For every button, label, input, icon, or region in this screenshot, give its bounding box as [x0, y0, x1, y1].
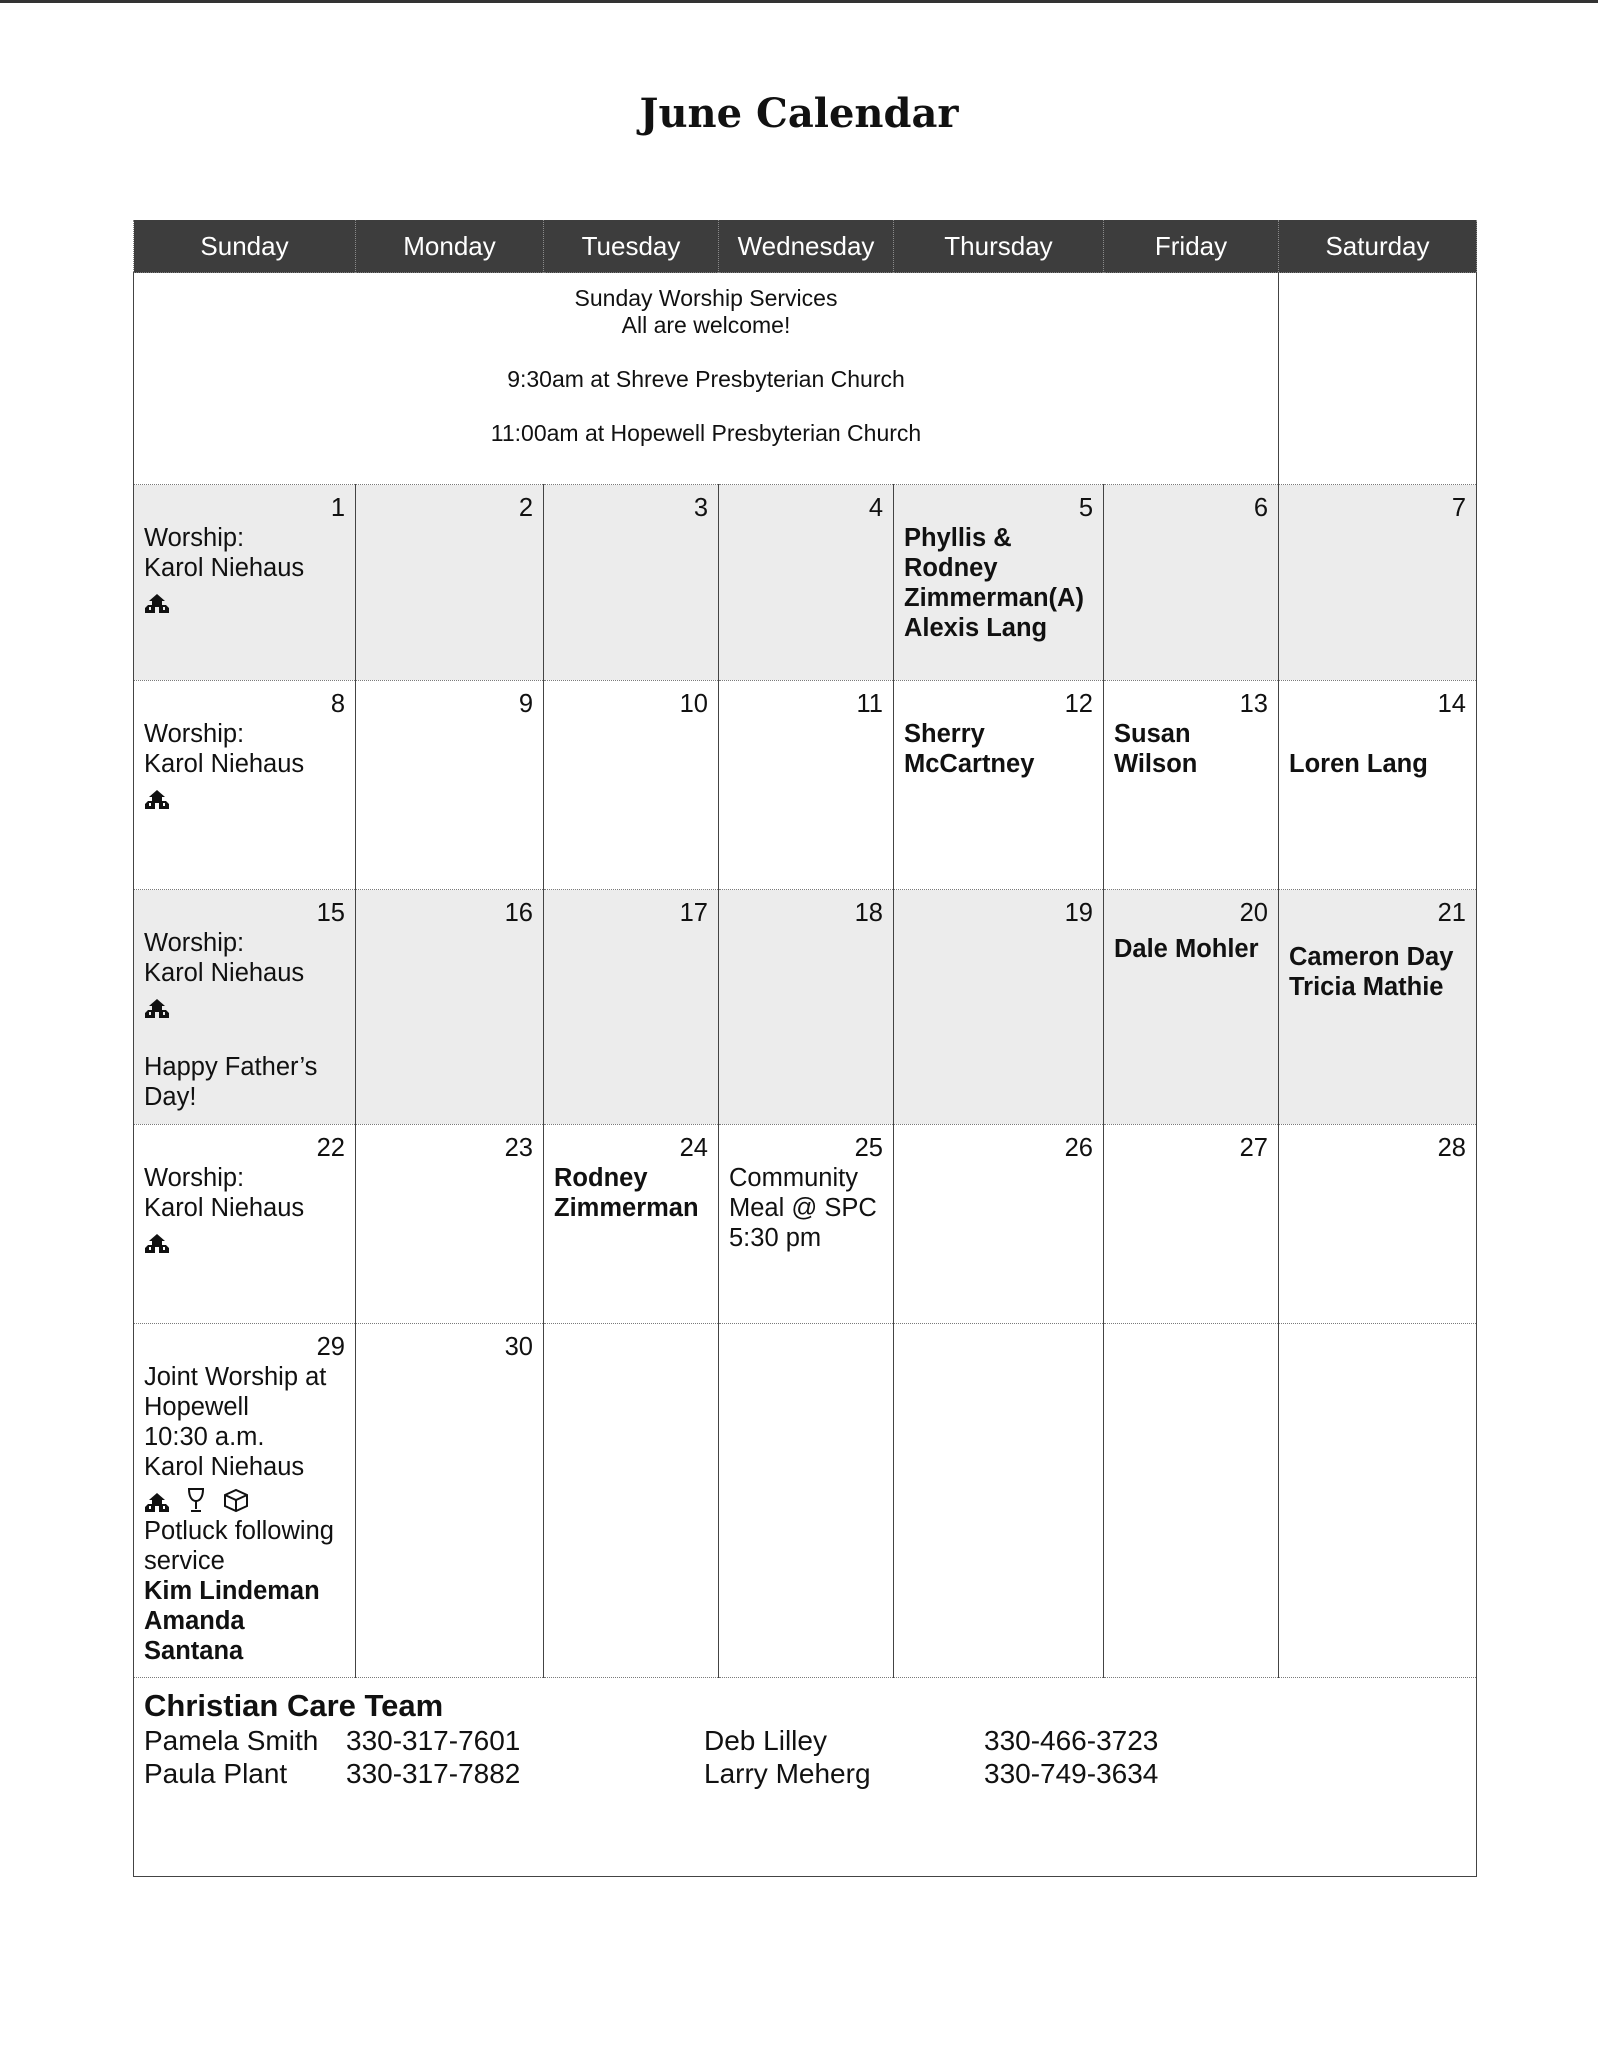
event-text: Community	[729, 1164, 858, 1192]
day-number: 8	[330, 690, 345, 718]
celebrant-name: Santana	[144, 1637, 244, 1665]
worship-label: Worship:	[144, 1164, 245, 1192]
church-icon	[144, 588, 170, 614]
day-number: 7	[1451, 494, 1466, 522]
day-cell-2	[356, 485, 544, 681]
day-number: 10	[679, 690, 708, 718]
celebrant-name: Susan	[1114, 720, 1191, 748]
day-cell-12	[894, 681, 1104, 890]
weekday-thursday: Thursday	[894, 220, 1104, 273]
celebrant-name: Phyllis &	[904, 524, 1012, 552]
worship-leader: Karol Niehaus	[144, 750, 305, 778]
day-number: 19	[1064, 899, 1093, 927]
celebrant-name: Dale Mohler	[1114, 935, 1259, 963]
day-number: 18	[854, 899, 883, 927]
day-cell-11	[719, 681, 894, 890]
celebrant-name: Loren Lang	[1289, 750, 1428, 778]
weekday-sunday: Sunday	[134, 220, 356, 273]
event-text: Potluck following	[144, 1517, 334, 1545]
calendar-table	[133, 220, 1477, 1877]
day-cell-19	[894, 890, 1104, 1125]
day-number: 15	[316, 899, 345, 927]
day-number: 25	[854, 1134, 883, 1162]
day-cell-3	[544, 485, 719, 681]
empty-cell	[544, 1324, 719, 1678]
worship-leader: Karol Niehaus	[144, 959, 305, 987]
day-number: 14	[1437, 690, 1466, 718]
celebrant-name: McCartney	[904, 750, 1035, 778]
week-row	[134, 890, 1477, 1125]
day-number: 24	[679, 1134, 708, 1162]
empty-cell	[1279, 1324, 1477, 1678]
care-member-phone: 330-317-7882	[346, 1758, 521, 1789]
day-number: 16	[504, 899, 533, 927]
celebrant-name: Tricia Mathie	[1289, 973, 1444, 1001]
day-cell-14	[1279, 681, 1477, 890]
empty-cell	[1279, 273, 1477, 485]
notice-line: Sunday Worship Services	[574, 285, 838, 311]
day-number: 30	[504, 1333, 533, 1361]
event-text: service	[144, 1547, 225, 1575]
church-icon	[144, 993, 170, 1019]
day-number: 2	[518, 494, 533, 522]
day-cell-28	[1279, 1125, 1477, 1324]
day-cell-16	[356, 890, 544, 1125]
day-number: 5	[1078, 494, 1093, 522]
day-number: 21	[1437, 899, 1466, 927]
church-icon	[144, 1228, 170, 1254]
day-cell-13	[1104, 681, 1279, 890]
day-number: 22	[316, 1134, 345, 1162]
care-member-phone: 330-466-3723	[984, 1725, 1159, 1756]
day-number: 28	[1437, 1134, 1466, 1162]
empty-cell	[894, 1324, 1104, 1678]
care-team-title: Christian Care Team	[144, 1688, 444, 1723]
day-cell-27	[1104, 1125, 1279, 1324]
day-number: 23	[504, 1134, 533, 1162]
celebrant-name: Rodney	[904, 554, 998, 582]
week-row	[134, 485, 1477, 681]
celebrant-name: Sherry	[904, 720, 985, 748]
day-cell-21	[1279, 890, 1477, 1125]
weekday-monday: Monday	[356, 220, 544, 273]
worship-leader: Karol Niehaus	[144, 554, 305, 582]
event-text: 5:30 pm	[729, 1224, 822, 1252]
weekday-header-row	[134, 220, 1477, 273]
day-cell-4	[719, 485, 894, 681]
celebrant-name: Amanda	[144, 1607, 245, 1635]
worship-leader: Karol Niehaus	[144, 1194, 305, 1222]
celebrant-name: Kim Lindeman	[144, 1577, 320, 1605]
celebrant-name: Alexis Lang	[904, 614, 1048, 642]
care-member-name: Deb Lilley	[704, 1725, 827, 1756]
worship-notice	[134, 273, 1279, 485]
day-cell-18	[719, 890, 894, 1125]
care-member-name: Paula Plant	[144, 1758, 288, 1789]
day-cell-30	[356, 1324, 544, 1678]
day-number: 9	[518, 690, 533, 718]
day-cell-20	[1104, 890, 1279, 1125]
week-row	[134, 681, 1477, 890]
weekday-friday: Friday	[1104, 220, 1279, 273]
day-cell-5	[894, 485, 1104, 681]
event-text: Day!	[144, 1083, 197, 1111]
day-cell-26	[894, 1125, 1104, 1324]
church-icon	[144, 784, 170, 810]
day-cell-17	[544, 890, 719, 1125]
page-title: June Calendar	[639, 90, 959, 137]
care-member-name: Larry Meherg	[704, 1758, 871, 1789]
day-number: 3	[693, 494, 708, 522]
weekday-saturday: Saturday	[1279, 220, 1477, 273]
notice-line: 11:00am at Hopewell Presbyterian Church	[490, 420, 922, 446]
page-top-rule	[0, 0, 1598, 3]
day-cell-1	[134, 485, 356, 681]
notice-line: All are welcome!	[621, 312, 791, 338]
day-number: 27	[1239, 1134, 1268, 1162]
week-row	[134, 1324, 1477, 1678]
day-number: 26	[1064, 1134, 1093, 1162]
celebrant-name: Zimmerman(A)	[904, 584, 1084, 612]
celebrant-name: Cameron Day	[1289, 943, 1454, 971]
worship-label: Worship:	[144, 720, 245, 748]
day-number: 13	[1239, 690, 1268, 718]
day-cell-7	[1279, 485, 1477, 681]
day-number: 4	[868, 494, 883, 522]
event-text: Hopewell	[144, 1393, 249, 1421]
day-cell-29	[134, 1324, 356, 1678]
day-number: 29	[316, 1333, 345, 1361]
day-number: 20	[1239, 899, 1268, 927]
communion-cup-icon	[185, 1487, 207, 1513]
care-member-phone: 330-749-3634	[984, 1758, 1159, 1789]
notice-line: 9:30am at Shreve Presbyterian Church	[507, 366, 905, 392]
event-text: Joint Worship at	[144, 1363, 327, 1391]
day-cell-25	[719, 1125, 894, 1324]
day-number: 17	[679, 899, 708, 927]
worship-leader: Karol Niehaus	[144, 1453, 305, 1481]
weekday-wednesday: Wednesday	[719, 220, 894, 273]
day-cell-15	[134, 890, 356, 1125]
care-member-name: Pamela Smith	[144, 1725, 319, 1756]
event-text: 10:30 a.m.	[144, 1423, 265, 1451]
day-number: 1	[330, 494, 345, 522]
day-number: 6	[1253, 494, 1268, 522]
bread-box-icon	[222, 1487, 250, 1513]
worship-label: Worship:	[144, 929, 245, 957]
day-cell-24	[544, 1125, 719, 1324]
care-member-phone: 330-317-7601	[346, 1725, 521, 1756]
day-cell-22	[134, 1125, 356, 1324]
weekday-tuesday: Tuesday	[544, 220, 719, 273]
day-cell-23	[356, 1125, 544, 1324]
day-cell-6	[1104, 485, 1279, 681]
worship-label: Worship:	[144, 524, 245, 552]
care-team-panel	[134, 1678, 1477, 1877]
empty-cell	[1104, 1324, 1279, 1678]
celebrant-name: Rodney	[554, 1164, 648, 1192]
day-cell-10	[544, 681, 719, 890]
day-cell-9	[356, 681, 544, 890]
week-row	[134, 1125, 1477, 1324]
celebrant-name: Wilson	[1114, 750, 1198, 778]
event-text: Happy Father’s	[144, 1053, 318, 1081]
care-team-list	[144, 1724, 1466, 1794]
day-number: 12	[1064, 690, 1093, 718]
day-number: 11	[856, 690, 883, 718]
empty-cell	[719, 1324, 894, 1678]
celebrant-name: Zimmerman	[554, 1194, 699, 1222]
day-cell-8	[134, 681, 356, 890]
church-icon	[144, 1487, 170, 1513]
event-text: Meal @ SPC	[729, 1194, 877, 1222]
care-team-row	[134, 1678, 1477, 1877]
notice-row	[134, 273, 1477, 485]
